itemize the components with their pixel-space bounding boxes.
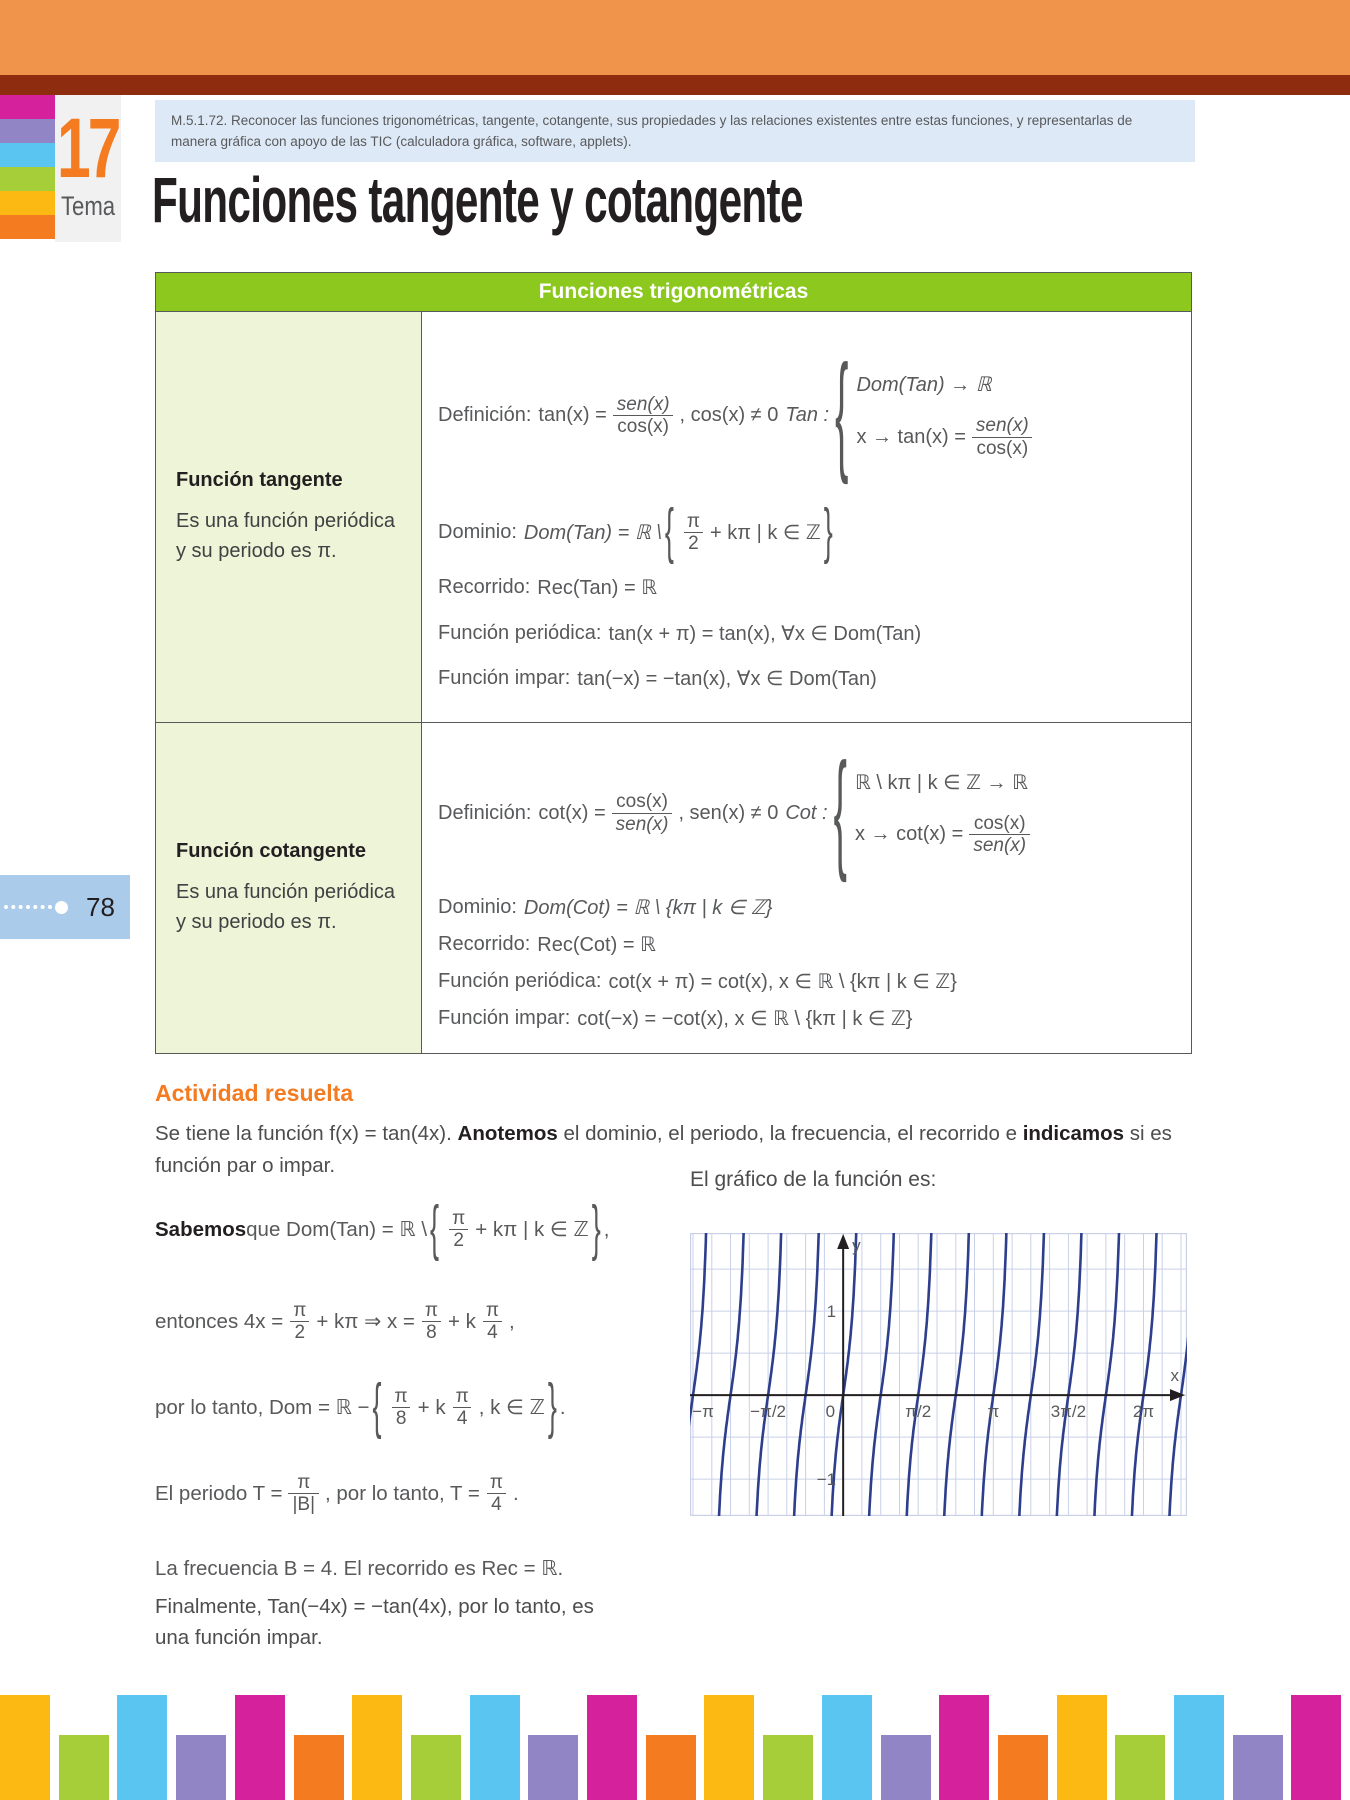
fraction: $\frac{\pi}{|B|}$: [288, 1472, 319, 1516]
fraction: $\frac{\text{sen(x)}}{\cos(x)}$: [972, 415, 1033, 459]
right-brace: }: [823, 498, 833, 566]
cotangent-desc: Es una función periódica y su periodo es π.: [176, 880, 396, 933]
footer-bar: [176, 1735, 226, 1800]
cotangent-title: Función cotangente: [176, 839, 366, 862]
strip-purple: [0, 119, 55, 143]
footer-bar: [646, 1735, 696, 1800]
strip-orange: [0, 215, 55, 239]
tangent-domain: Dominio: Dom(Tan) = ℝ \ { $\frac{\pi}{2}$ + kπ | k ∈ ℤ }: [438, 511, 1181, 555]
cotangent-domain: Dominio: Dom(Cot) = ℝ \ {kπ | k ∈ ℤ}: [438, 896, 773, 919]
tangent-range: Recorrido: Rec(Tan) = ℝ: [438, 576, 658, 600]
fraction: $\frac{\cos(x)}{\text{sen(x)}}$: [612, 791, 673, 835]
activity-step-domain: Sabemos que Dom(Tan) = ℝ \ { $\frac{\pi}{2}$ + kπ | k ∈ ℤ } ,: [155, 1208, 609, 1252]
footer-bar: [59, 1735, 109, 1800]
activity-step-dom-result: por lo tanto, Dom = ℝ − { $\frac{\pi}{8}$ + k $\frac{\pi}{4}$ , k ∈ ℤ } .: [155, 1386, 566, 1430]
left-brace: {: [430, 1194, 440, 1263]
tangent-odd: Función impar: tan(−x) = −tan(x), ∀x ∈ Dom(Tan): [438, 667, 877, 691]
strip-yellow: [0, 191, 55, 215]
tangent-desc: Es una función periódica y su periodo es π.: [176, 509, 396, 562]
footer-bar: [470, 1695, 520, 1800]
fraction: $\frac{\pi}{4}$: [486, 1472, 507, 1516]
cotangent-range: Recorrido: Rec(Cot) = ℝ: [438, 933, 656, 956]
fraction: $\frac{\text{sen(x)}}{\cos(x)}$: [613, 394, 674, 438]
activity-step-entonces: entonces 4x = $\frac{\pi}{2}$ + kπ ⇒ x = $\frac{\pi}{8}$ + k $\frac{\pi}{4}$ ,: [155, 1300, 515, 1344]
footer-bar: [822, 1695, 872, 1800]
badge-dotted-line: [4, 905, 52, 909]
activity-heading: Actividad resuelta: [155, 1080, 354, 1106]
fraction: $\frac{\pi}{8}$: [391, 1386, 412, 1430]
table-row-tangent: [156, 311, 1191, 722]
fraction: $\frac{\pi}{2}$: [683, 511, 704, 555]
footer-bar: [117, 1695, 167, 1800]
graph-caption: El gráfico de la función es:: [690, 1168, 937, 1191]
table-header: Funciones trigonométricas: [156, 273, 1191, 311]
footer-bar: [1233, 1735, 1283, 1800]
left-brace: {: [372, 1372, 382, 1441]
footer-bar: [1115, 1735, 1165, 1800]
tema-badge: [55, 95, 121, 242]
footer-bar: [411, 1735, 461, 1800]
footer-bar: [881, 1735, 931, 1800]
svg-text:2π: 2π: [1132, 1402, 1155, 1422]
fraction: $\frac{\pi}{2}$: [448, 1208, 469, 1252]
svg-text:π/2: π/2: [905, 1402, 932, 1422]
footer-bar: [352, 1695, 402, 1800]
footer-color-bars: [0, 1690, 1350, 1800]
top-orange-band: [0, 0, 1350, 75]
tangent-detail-cell: [422, 312, 1191, 722]
activity-step-frequency: La frecuencia B = 4. El recorrido es Rec = ℝ.: [155, 1557, 564, 1580]
cotangent-odd: Función impar: cot(−x) = −cot(x), x ∈ ℝ \ {kπ | k ∈ ℤ}: [438, 1007, 913, 1030]
tangent-side-cell: [156, 312, 422, 722]
activity-conclusion: Finalmente, Tan(−4x) = −tan(4x), por lo tanto, es una función impar.: [155, 1595, 594, 1649]
page-title: Funciones tangente y cotangente: [152, 164, 803, 236]
footer-bar: [0, 1695, 50, 1800]
footer-bar: [1057, 1695, 1107, 1800]
cases-brace: {: [833, 738, 847, 884]
svg-text:0: 0: [825, 1402, 836, 1422]
svg-text:π: π: [987, 1402, 1000, 1422]
footer-bar: [235, 1695, 285, 1800]
page-number: 78: [86, 891, 115, 922]
footer-bar: [294, 1735, 344, 1800]
badge-bullet: [55, 901, 68, 914]
strip-green: [0, 167, 55, 191]
footer-bar: [1291, 1695, 1341, 1800]
curriculum-standard-box: M.5.1.72. Reconocer las funciones trigonométricas, tangente, cotangente, sus propiedades y las relaciones existentes entre estas funciones, y representarlas de manera gráfica con apoyo de las TIC (calculadora gráfica, software, applets).: [155, 100, 1195, 162]
tangent-definition: Definición: tan(x) = $\frac{\text{sen(x)}}{\cos(x)}$ , cos(x) ≠ 0 Tan : { Dom(Tan) → ℝ x → tan(x) = $\frac{\text{sen(x)}}{\cos(x)}$: [438, 341, 1181, 491]
activity-step-period: El periodo T = $\frac{\pi}{|B|}$ , por lo tanto, T = $\frac{\pi}{4}$ .: [155, 1472, 519, 1516]
svg-text:y: y: [852, 1236, 861, 1255]
cotangent-periodic: Función periódica: cot(x + π) = cot(x), x ∈ ℝ \ {kπ | k ∈ ℤ}: [438, 970, 957, 993]
footer-bar: [704, 1695, 754, 1800]
left-brace: {: [664, 498, 674, 566]
tema-number: 17: [57, 101, 119, 195]
right-brace: }: [591, 1194, 601, 1263]
cotangent-detail-cell: [422, 723, 1191, 1053]
footer-bar: [998, 1735, 1048, 1800]
right-brace: }: [547, 1372, 557, 1441]
fraction: $\frac{\pi}{4}$: [452, 1386, 473, 1430]
chapter-color-strip: [0, 95, 55, 239]
svg-text:3π/2: 3π/2: [1050, 1402, 1087, 1422]
tema-label: Tema: [60, 190, 116, 221]
fraction: $\frac{\pi}{4}$: [482, 1300, 503, 1344]
svg-text:−π/2: −π/2: [750, 1402, 787, 1422]
tangent-title: Función tangente: [176, 468, 343, 491]
svg-text:−1: −1: [816, 1470, 837, 1490]
fraction: $\frac{\pi}{2}$: [289, 1300, 310, 1344]
tangent-cases: Dom(Tan) → ℝ x → tan(x) = $\frac{\text{sen(x)}}{\cos(x)}$: [856, 372, 1038, 459]
activity-intro: Se tiene la función f(x) = tan(4x). Anotemos el dominio, el periodo, la frecuencia, el recorrido e indicamos si es función par o impar.: [155, 1122, 1172, 1177]
footer-bar: [939, 1695, 989, 1800]
svg-text:x: x: [1170, 1366, 1179, 1386]
fraction: $\frac{\cos(x)}{\text{sen(x)}}$: [969, 813, 1030, 857]
svg-text:1: 1: [826, 1302, 837, 1322]
strip-magenta: [0, 95, 55, 119]
top-maroon-band: [0, 75, 1350, 95]
cotangent-side-cell: [156, 723, 422, 1053]
trig-functions-table: [155, 272, 1192, 1054]
fraction: $\frac{\pi}{8}$: [421, 1300, 442, 1344]
table-row-cotangent: [156, 722, 1191, 1053]
footer-bar: [587, 1695, 637, 1800]
cotangent-definition: Definición: cot(x) = $\frac{\cos(x)}{\text{sen(x)}}$ , sen(x) ≠ 0 Cot : { ℝ \ kπ | k ∈ ℤ → ℝ x → cot(x) = $\frac{\cos(x)}{\text{sen(x)}}$: [438, 743, 1181, 883]
footer-bar: [528, 1735, 578, 1800]
footer-bar: [1174, 1695, 1224, 1800]
footer-bar: [763, 1735, 813, 1800]
cotangent-cases: ℝ \ kπ | k ∈ ℤ → ℝ x → cot(x) = $\frac{\cos(x)}{\text{sen(x)}}$: [855, 770, 1036, 857]
tangent-graph: [690, 1233, 1187, 1516]
tangent-periodic: Función periódica: tan(x + π) = tan(x), ∀x ∈ Dom(Tan): [438, 621, 922, 645]
tan4x-plot: [690, 1233, 1187, 1516]
svg-text:−π: −π: [692, 1402, 714, 1422]
cases-brace: {: [835, 341, 849, 487]
strip-blue: [0, 143, 55, 167]
page-number-badge: [0, 875, 130, 939]
